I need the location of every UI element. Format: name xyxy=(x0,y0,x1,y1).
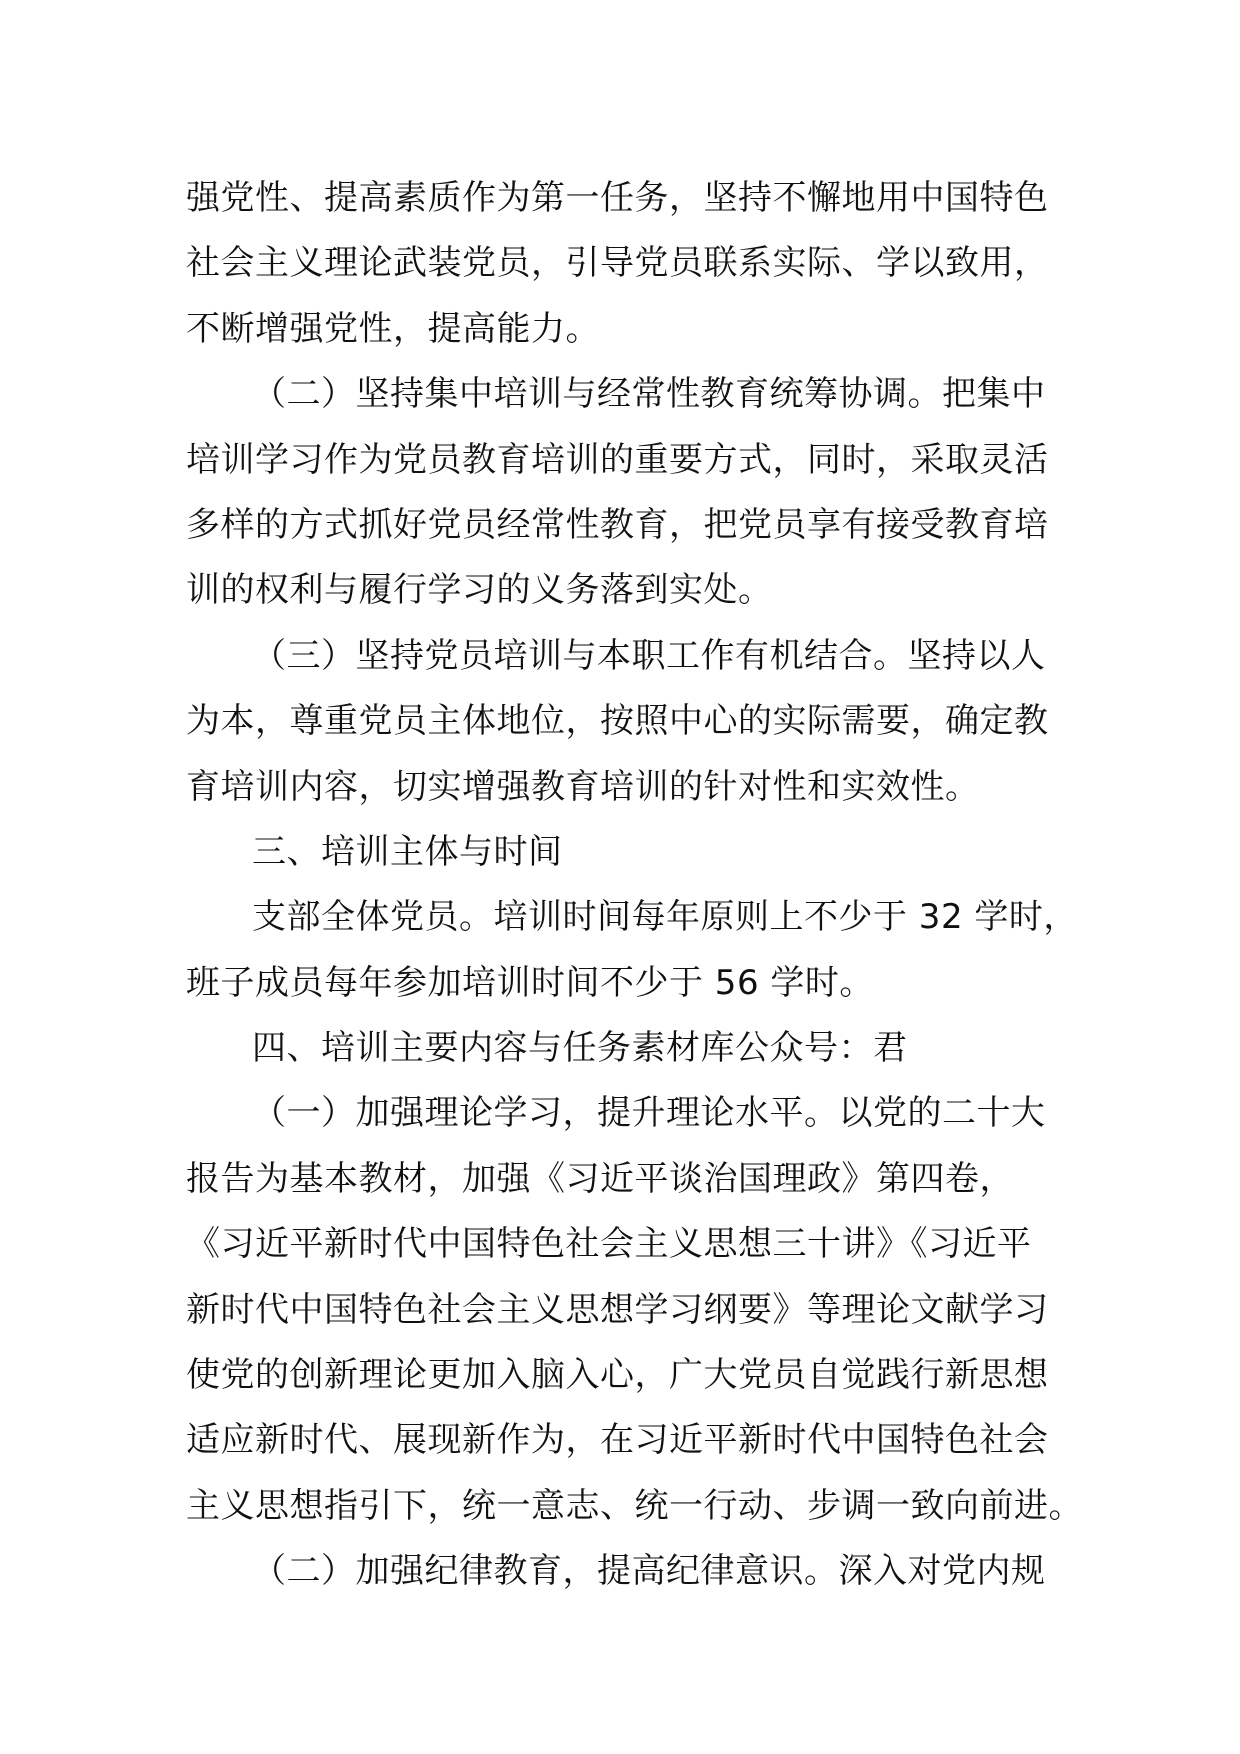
text-line: 为本，尊重党员主体地位，按照中心的实际需要，确定教 xyxy=(186,701,1049,742)
text-line: 班子成员每年参加培训时间不少于 56 学时。 xyxy=(186,962,874,1003)
paragraph-start-line: 支部全体党员。培训时间每年原则上不少于 32 学时， xyxy=(252,897,1078,938)
text-line: 使党的创新理论更加入脑入心，广大党员自觉践行新思想 xyxy=(186,1355,1049,1396)
section-heading: 四、培训主要内容与任务素材库公众号：君 xyxy=(252,1028,908,1069)
text-line: 报告为基本教材，加强《习近平谈治国理政》第四卷， xyxy=(186,1158,1014,1199)
text-line: 训的权利与履行学习的义务落到实处。 xyxy=(186,570,773,611)
text-line: 适应新时代、展现新作为，在习近平新时代中国特色社会 xyxy=(186,1420,1049,1461)
text-line: 社会主义理论武装党员，引导党员联系实际、学以致用， xyxy=(186,243,1049,284)
text-line: 新时代中国特色社会主义思想学习纲要》等理论文献学习 xyxy=(186,1289,1049,1330)
text-line: 主义思想指引下，统一意志、统一行动、步调一致向前进。 xyxy=(186,1485,1083,1526)
text-line: 育培训内容，切实增强教育培训的针对性和实效性。 xyxy=(186,766,980,807)
document-body xyxy=(186,166,1083,1605)
text-line: 培训学习作为党员教育培训的重要方式，同时，采取灵活 xyxy=(186,439,1049,480)
text-line: 《习近平新时代中国特色社会主义思想三十讲》《习近平 xyxy=(186,1224,1032,1265)
text-line: 不断增强党性，提高能力。 xyxy=(186,308,600,349)
paragraph-start-line: （三）坚持党员培训与本职工作有机结合。坚持以人 xyxy=(252,635,1046,676)
text-line: 多样的方式抓好党员经常性教育，把党员享有接受教育培 xyxy=(186,504,1049,545)
paragraph-start-line: （二）加强纪律教育，提高纪律意识。深入对党内规 xyxy=(252,1551,1046,1592)
paragraph-start-line: （一）加强理论学习，提升理论水平。以党的二十大 xyxy=(252,1093,1046,1134)
section-heading: 三、培训主体与时间 xyxy=(252,831,563,872)
paragraph-start-line: （二）坚持集中培训与经常性教育统筹协调。把集中 xyxy=(252,374,1046,415)
text-line: 强党性、提高素质作为第一任务，坚持不懈地用中国特色 xyxy=(186,178,1049,218)
